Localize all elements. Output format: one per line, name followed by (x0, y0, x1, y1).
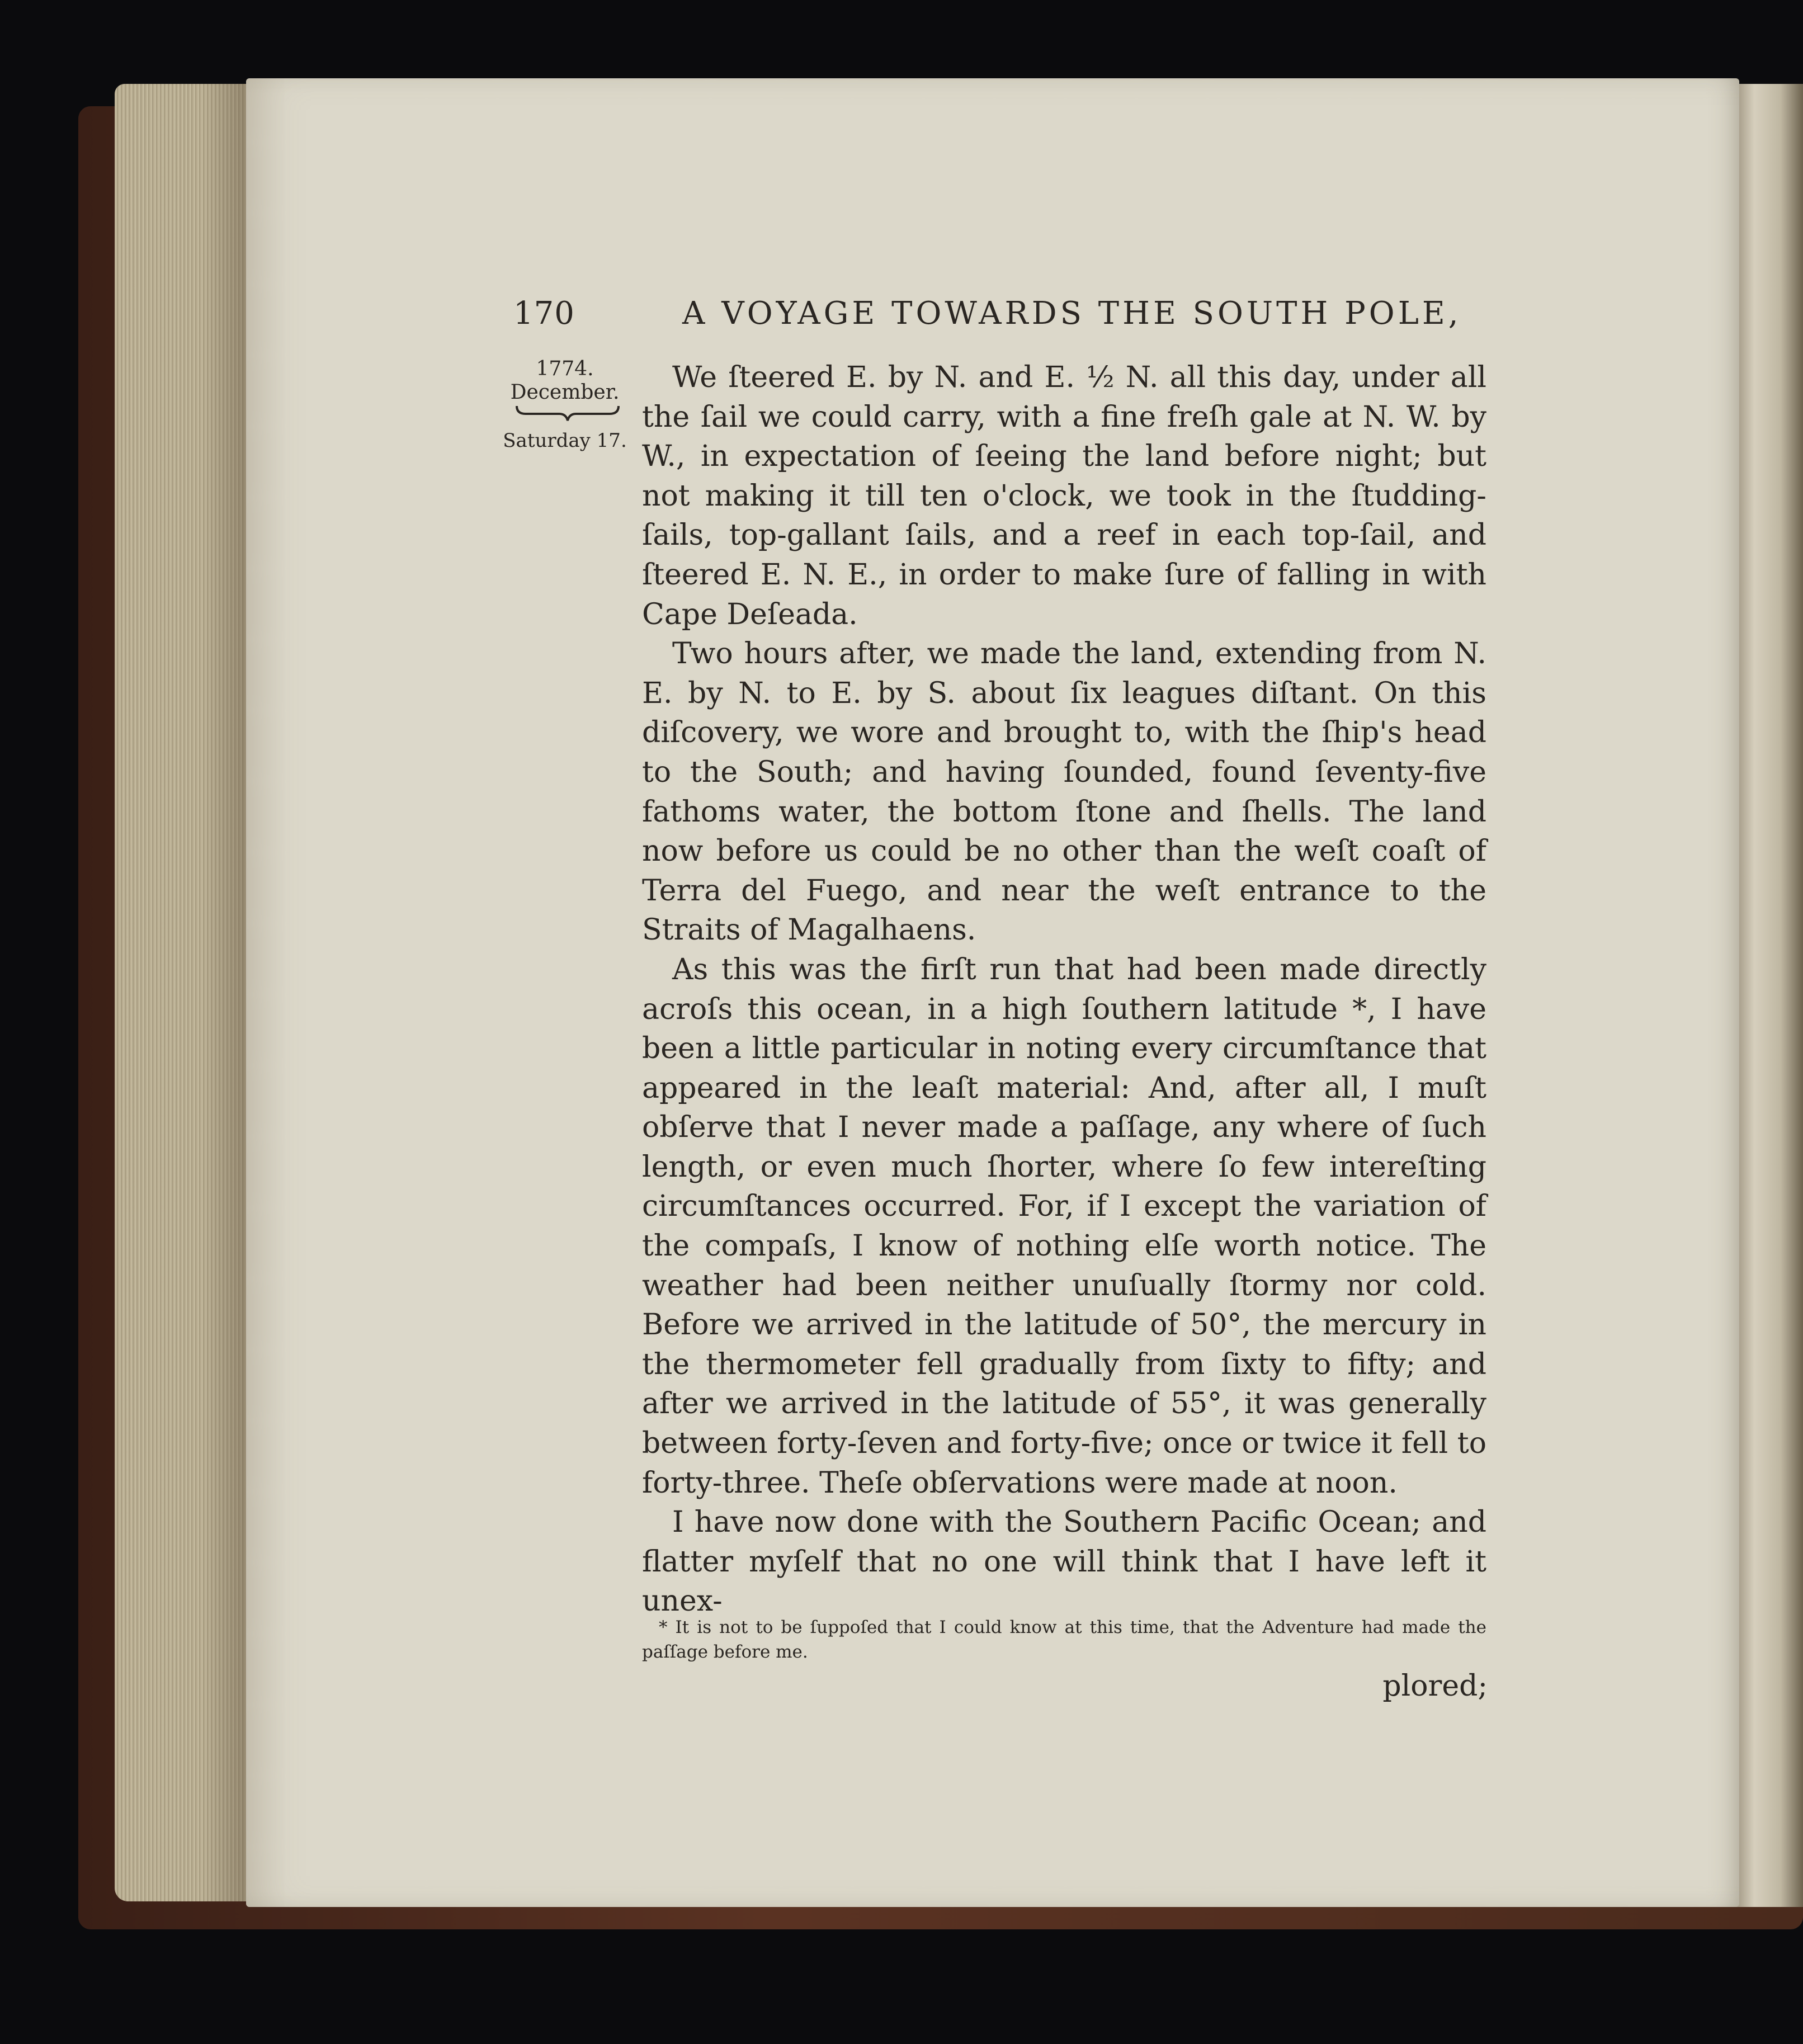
paragraph: I have now done with the Southern Pacific Ocean; and flatter myſelf that no one will think that I have left it unex- (642, 1505, 1486, 1618)
body-text (642, 358, 1486, 1621)
catchword: plored; (1382, 1669, 1488, 1703)
paragraph: Two hours after, we made the land, extending from N. E. by N. to E. by S. about ſix leagues diſtant. On this diſcovery, we wore and brought to, with the ſhip's head to the South; and having ſounded, found ſeventy-five fathoms water, the bottom ſtone and ſhells. The land now before us could be no other than the weſt coaſt of Terra del Fuego, and near the weſt entrance to the Straits of Magalhaens. (642, 637, 1486, 947)
footnote: * It is not to be ſuppoſed that I could know at this time, that the Adventure had made the paſſage before me. (642, 1617, 1486, 1662)
page-number: 170 (513, 295, 575, 332)
margin-month: December. (510, 381, 620, 404)
paragraph: We ſteered E. by N. and E. ½ N. all this day, under all the ſail we could carry, with a fine freſh gale at N. W. by W., in expectation of ſeeing the land before night; but not making it till ten o'clock, we took in the ſtudding-ſails, top-gallant ſails, and a reef in each top-ſail, and ſteered E. N. E., in order to make ſure of falling in with Cape Deſeada. (642, 361, 1486, 631)
facing-page-edge (1728, 84, 1803, 1907)
paragraph: As this was the firſt run that had been made directly acroſs this ocean, in a high ſouthern latitude *, I have been a little particular in noting every circumſtance that appeared in the leaſt material: And, after all, I muſt obſerve that I never made a paſſage, any where of ſuch length, or even much ſhorter, where ſo few intereſting circumſtances occurred. For, if I except the variation of the compaſs, I know of nothing elſe worth notice. The weather had been neither unuſually ſtormy nor cold. Before we arrived in the latitude of 50°, the mercury in the thermometer fell gradually from ſixty to fifty; and after we arrived in the latitude of 55°, it was generally between forty-ſeven and forty-five; once or twice it fell to forty-three. Theſe obſervations were made at noon. (642, 952, 1486, 1500)
margin-day: Saturday 17. (503, 429, 627, 452)
brace-icon (515, 404, 621, 423)
running-head: A VOYAGE TOWARDS THE SOUTH POLE, (682, 295, 1462, 332)
margin-year: 1774. (536, 357, 594, 380)
